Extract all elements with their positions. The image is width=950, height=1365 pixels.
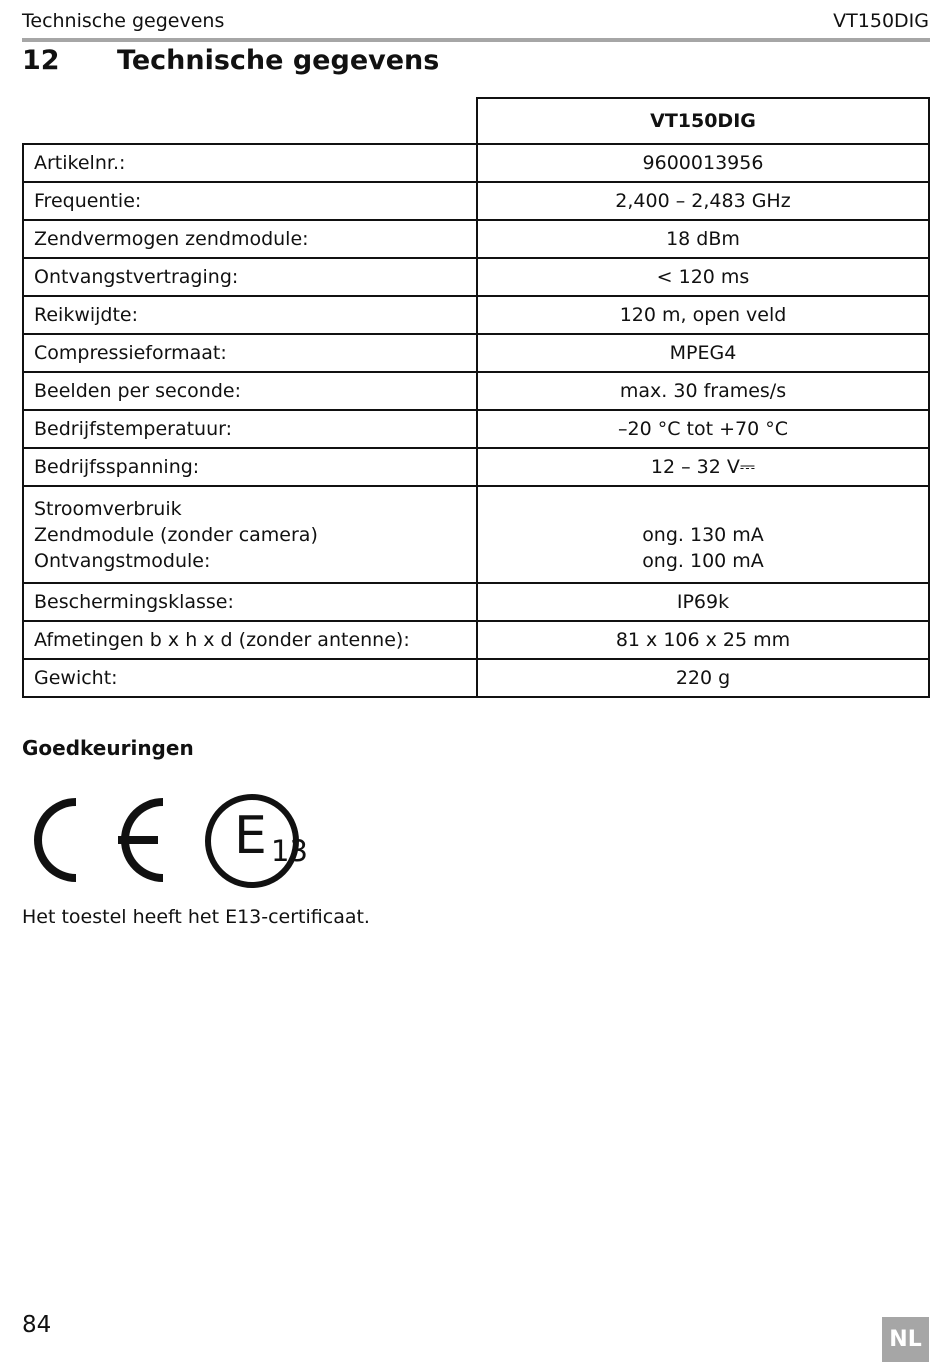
table-row-label: Zendvermogen zendmodule:	[23, 220, 477, 258]
page-number: 84	[22, 1312, 52, 1338]
e13-mark-icon	[202, 788, 306, 896]
specifications-table	[22, 97, 930, 698]
table-row-label: Beelden per seconde:	[23, 372, 477, 410]
power-heading: Stroomverbruik	[34, 497, 182, 520]
table-row	[23, 334, 929, 372]
table-row	[23, 296, 929, 334]
table-header-row	[23, 98, 929, 144]
power-spacer	[488, 496, 918, 522]
table-row	[23, 182, 929, 220]
table-row-label: Reikwijdte:	[23, 296, 477, 334]
table-row	[23, 621, 929, 659]
table-row-label: Compressieformaat:	[23, 334, 477, 372]
power-label-transmitter: Zendmodule (zonder camera)	[34, 523, 318, 546]
language-badge: NL	[882, 1317, 929, 1362]
table-row-value: –20 °C tot +70 °C	[477, 410, 929, 448]
table-row-value: 220 g	[477, 659, 929, 697]
table-row-power-consumption	[23, 486, 929, 583]
table-row-label: Beschermingsklasse:	[23, 583, 477, 621]
table-row-value: 2,400 – 2,483 GHz	[477, 182, 929, 220]
table-row-value: IP69k	[477, 583, 929, 621]
table-row-value: MPEG4	[477, 334, 929, 372]
table-header-empty-cell	[23, 98, 477, 144]
section-title: Technische gegevens	[117, 45, 440, 76]
e13-mark-number: 13	[271, 834, 308, 868]
table-row-label: Ontvangstvertraging:	[23, 258, 477, 296]
table-row-label: Bedrijfstemperatuur:	[23, 410, 477, 448]
table-row-label: Artikelnr.:	[23, 144, 477, 182]
power-label-receiver: Ontvangstmodule:	[34, 549, 211, 572]
table-row-label: Bedrijfsspanning:	[23, 448, 477, 486]
table-row	[23, 659, 929, 697]
table-row-label: Afmetingen b x h x d (zonder antenne):	[23, 621, 477, 659]
ce-mark-icon	[22, 788, 172, 892]
running-header-title: Technische gegevens	[22, 10, 225, 32]
table-row-label	[23, 486, 477, 583]
table-row-value: 12 – 32 V⎓	[477, 448, 929, 486]
section-number: 12	[22, 45, 60, 76]
table-row-value: 18 dBm	[477, 220, 929, 258]
table-header-model: VT150DIG	[477, 98, 929, 144]
running-header	[22, 8, 929, 38]
table-row-value	[477, 486, 929, 583]
table-row-value: 9600013956	[477, 144, 929, 182]
table-row-label: Gewicht:	[23, 659, 477, 697]
approvals-heading: Goedkeuringen	[22, 736, 194, 760]
section-heading	[22, 44, 439, 78]
table-row-value: < 120 ms	[477, 258, 929, 296]
table-row-value: max. 30 frames/s	[477, 372, 929, 410]
table-row	[23, 144, 929, 182]
table-row-value: 120 m, open veld	[477, 296, 929, 334]
power-value-transmitter: ong. 130 mA	[642, 523, 764, 546]
e13-mark-letter: E	[234, 806, 267, 866]
header-divider	[22, 38, 930, 42]
table-row	[23, 410, 929, 448]
table-row	[23, 372, 929, 410]
table-row-value: 81 x 106 x 25 mm	[477, 621, 929, 659]
power-value-receiver: ong. 100 mA	[642, 549, 764, 572]
table-row	[23, 583, 929, 621]
approval-note: Het toestel heeft het E13-certificaat.	[22, 906, 370, 928]
e13-mark-label	[202, 788, 308, 888]
table-row	[23, 258, 929, 296]
table-row-label: Frequentie:	[23, 182, 477, 220]
table-row	[23, 220, 929, 258]
table-row	[23, 448, 929, 486]
running-header-model: VT150DIG	[833, 10, 929, 32]
approval-marks	[22, 788, 312, 894]
